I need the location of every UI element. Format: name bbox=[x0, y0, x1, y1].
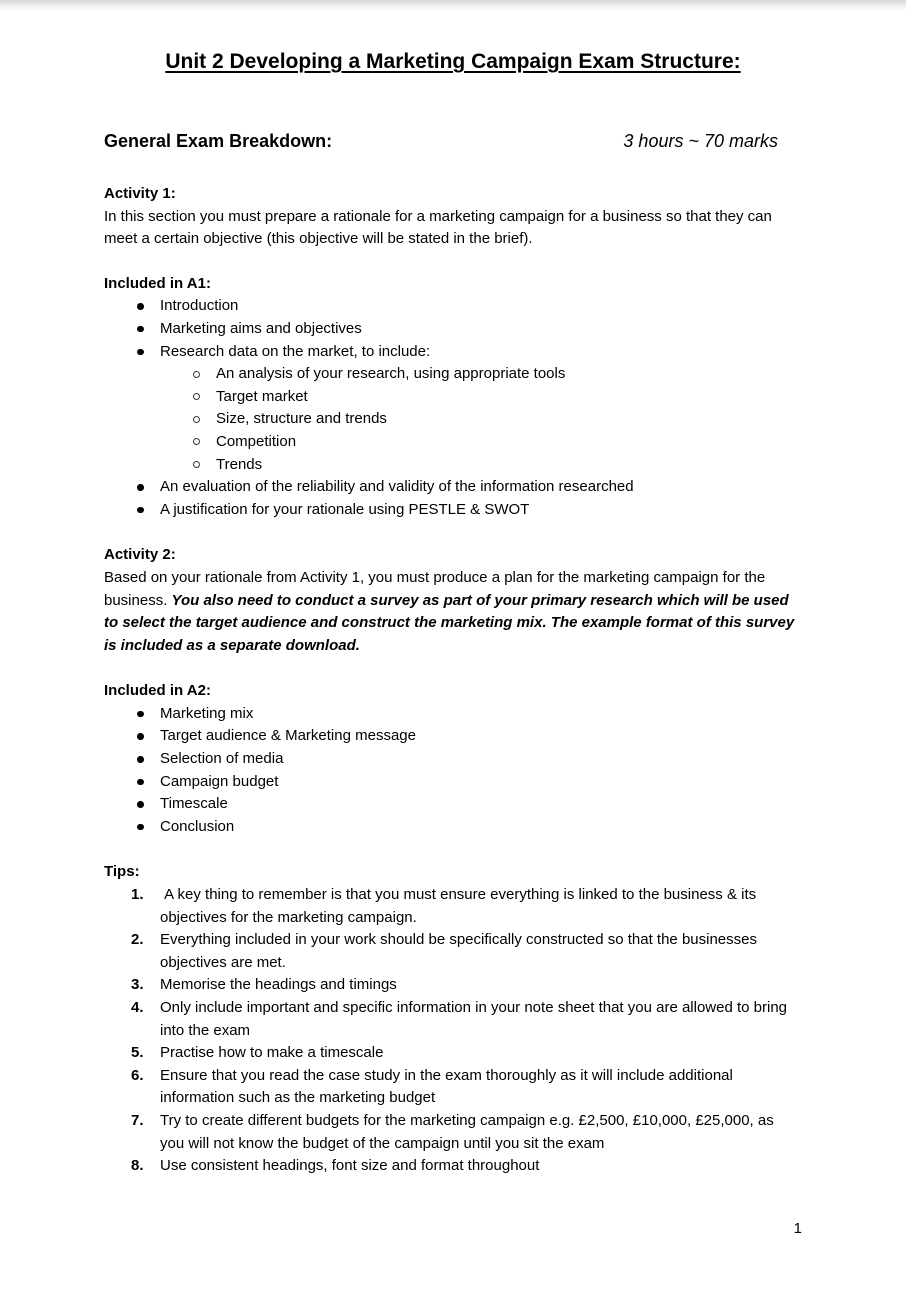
list-item-label: Timescale bbox=[160, 795, 228, 813]
tips-heading: Tips: bbox=[104, 863, 140, 881]
list-item bbox=[137, 341, 802, 364]
exam-breakdown-row bbox=[104, 129, 802, 154]
document-content bbox=[0, 48, 906, 1178]
tip-item bbox=[104, 997, 802, 1042]
page-number: 1 bbox=[793, 1220, 802, 1237]
included-in-a1-section bbox=[104, 273, 802, 522]
bullet-marker bbox=[193, 431, 216, 446]
list-item-label: Size, structure and trends bbox=[216, 410, 387, 428]
bullet-marker bbox=[137, 725, 160, 740]
tip-item bbox=[104, 1110, 802, 1155]
list-item-label: Selection of media bbox=[160, 750, 284, 768]
breakdown-heading: General Exam Breakdown: bbox=[104, 131, 333, 151]
bullet-marker bbox=[137, 771, 160, 786]
tip-number: 4. bbox=[131, 999, 144, 1016]
tip-text: Only include important and specific information in your note sheet that you are allowed to bring into the exam bbox=[160, 999, 792, 1039]
document-title bbox=[104, 48, 802, 76]
list-item bbox=[193, 431, 802, 454]
tip-number: 7. bbox=[131, 1111, 144, 1129]
included-a2-list bbox=[104, 703, 802, 839]
activity-1-heading: Activity 1: bbox=[104, 185, 176, 202]
bullet-marker bbox=[137, 476, 160, 491]
tip-item bbox=[104, 929, 802, 974]
document-title-text: Unit 2 Developing a Marketing Campaign Exam Structure: bbox=[165, 50, 741, 73]
list-item bbox=[137, 295, 802, 318]
list-item bbox=[193, 363, 802, 386]
list-item bbox=[137, 499, 802, 522]
activity-1-description: In this section you must prepare a rationale for a marketing campaign for a business so that they can meet a certain objective (this objective will be stated in the brief). bbox=[104, 207, 772, 248]
list-item bbox=[137, 771, 802, 794]
tip-text: Memorise the headings and timings bbox=[160, 976, 397, 994]
tip-text: Ensure that you read the case study in the exam thoroughly as it will include additional information such as the marketing budget bbox=[160, 1066, 738, 1107]
list-item bbox=[137, 816, 802, 839]
bullet-marker bbox=[137, 341, 160, 356]
bullet-marker bbox=[137, 816, 160, 831]
tip-item bbox=[104, 974, 802, 997]
tip-number: 5. bbox=[131, 1044, 144, 1062]
list-item-label: Marketing aims and objectives bbox=[160, 319, 362, 337]
list-item-label: An analysis of your research, using appropriate tools bbox=[216, 365, 566, 383]
list-item bbox=[193, 386, 802, 409]
bullet-marker bbox=[193, 363, 216, 378]
exam-duration-marks: 3 hours ~ 70 marks bbox=[623, 131, 778, 151]
tips-section bbox=[104, 861, 802, 1177]
activity-2-heading: Activity 2: bbox=[104, 546, 176, 564]
tip-number: 2. bbox=[131, 931, 144, 949]
tip-number: 3. bbox=[131, 976, 144, 994]
included-in-a2-section bbox=[104, 680, 802, 838]
tip-number: 1. bbox=[131, 886, 144, 904]
list-item-label: A justification for your rationale using PESTLE & SWOT bbox=[160, 500, 530, 518]
list-item-label: Target market bbox=[216, 387, 308, 405]
tip-item bbox=[104, 1042, 802, 1065]
list-item-label: Campaign budget bbox=[160, 772, 279, 790]
activity-2-description-emphasis: You also need to conduct a survey as part of your primary research which will be used to select the target audience and construct the marketing mix. The example format of this survey is included as a separate download. bbox=[104, 591, 795, 654]
list-item-label: Trends bbox=[216, 455, 263, 473]
list-item bbox=[137, 703, 802, 726]
list-item bbox=[137, 476, 802, 499]
list-item-label: Research data on the market, to include: bbox=[160, 342, 431, 360]
list-item-label: Marketing mix bbox=[160, 704, 254, 722]
tips-list bbox=[104, 884, 802, 1178]
bullet-marker bbox=[137, 318, 160, 333]
tip-number: 6. bbox=[131, 1066, 144, 1084]
activity-2-section bbox=[104, 544, 802, 657]
list-item bbox=[137, 748, 802, 771]
tip-item bbox=[104, 1155, 802, 1178]
page-top-shadow bbox=[0, 0, 906, 12]
included-a2-heading: Included in A2: bbox=[104, 682, 211, 700]
list-item bbox=[137, 318, 802, 341]
bullet-marker bbox=[137, 703, 160, 718]
bullet-marker bbox=[137, 793, 160, 808]
activity-1-section bbox=[104, 183, 802, 251]
list-item-label: Competition bbox=[216, 432, 297, 450]
tip-item bbox=[104, 1065, 802, 1110]
included-a1-list bbox=[104, 295, 802, 521]
tip-text: A key thing to remember is that you must ensure everything is linked to the business & its objectives for the marketing campaign. bbox=[160, 886, 761, 926]
tip-text: Use consistent headings, font size and format throughout bbox=[160, 1157, 540, 1175]
bullet-marker bbox=[193, 454, 216, 469]
bullet-marker bbox=[137, 295, 160, 310]
activity-2-description-intro: Based on your rationale from Activity 1, you must produce a plan for the marketing campaign for the business. bbox=[104, 568, 766, 609]
list-item-label: Introduction bbox=[160, 297, 239, 315]
tip-item bbox=[104, 884, 802, 929]
list-item bbox=[137, 793, 802, 816]
bullet-marker bbox=[193, 386, 216, 401]
tip-number: 8. bbox=[131, 1157, 144, 1175]
tip-text: Everything included in your work should be specifically constructed so that the businesses objectives are met. bbox=[160, 931, 762, 971]
bullet-marker bbox=[137, 499, 160, 514]
list-item-label: Conclusion bbox=[160, 817, 235, 835]
list-item bbox=[193, 408, 802, 431]
tip-text: Try to create different budgets for the marketing campaign e.g. £2,500, £10,000, £25,000, as you will not know the budget of the campaign until you sit the exam bbox=[160, 1111, 778, 1152]
list-item bbox=[137, 725, 802, 748]
bullet-marker bbox=[193, 408, 216, 423]
included-a1-heading: Included in A1: bbox=[104, 274, 211, 292]
list-item-label: Target audience & Marketing message bbox=[160, 727, 416, 745]
bullet-marker bbox=[137, 748, 160, 763]
activity-2-description bbox=[104, 567, 802, 657]
list-item-label: An evaluation of the reliability and validity of the information researched bbox=[160, 478, 634, 496]
tip-text: Practise how to make a timescale bbox=[160, 1044, 384, 1062]
list-item bbox=[193, 454, 802, 477]
